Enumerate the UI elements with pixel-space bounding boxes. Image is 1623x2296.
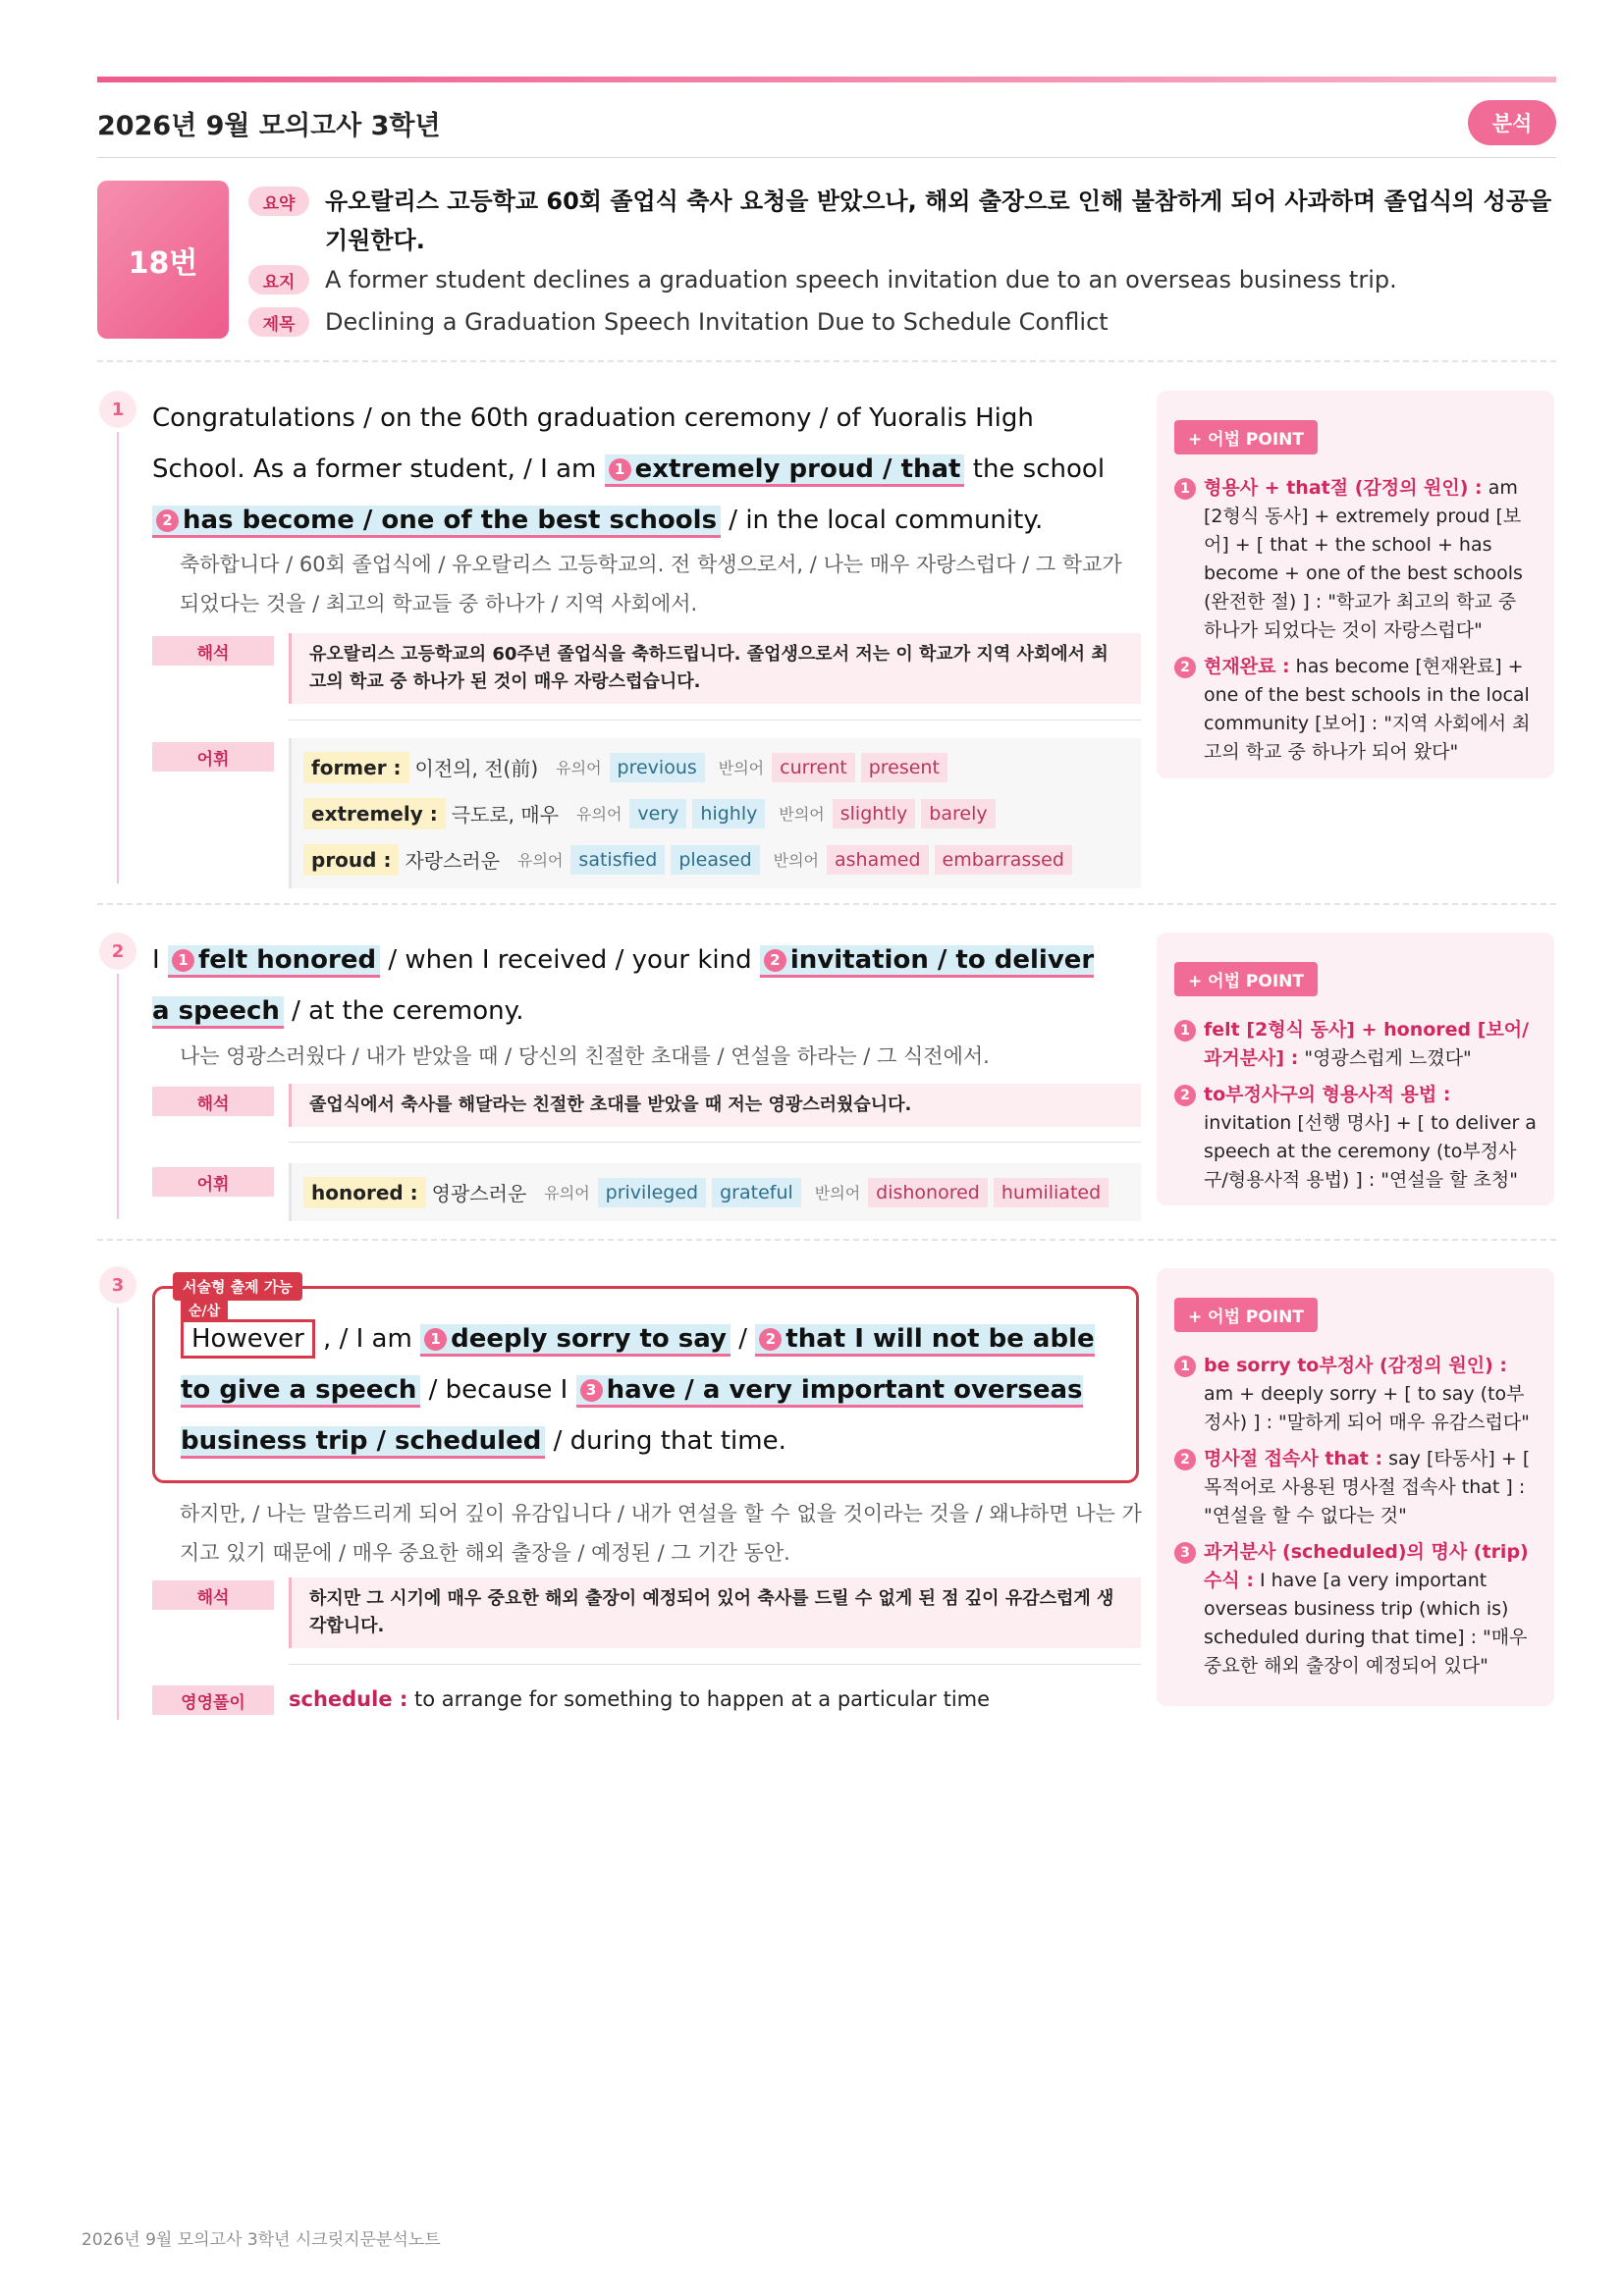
- grammar-point-item: [1174, 1352, 1537, 1437]
- synonym: highly: [692, 799, 765, 828]
- grammar-point-item: [1174, 1445, 1537, 1530]
- synonym: grateful: [712, 1178, 801, 1207]
- grammar-point-key: 현재완료 :: [1204, 656, 1290, 677]
- antonym: barely: [921, 799, 995, 828]
- circle-number-2: 2: [1174, 1449, 1196, 1470]
- translation-label: 해석: [152, 1580, 274, 1610]
- grammar-point-text: "영광스럽게 느꼈다": [1298, 1047, 1472, 1069]
- sentence-english: [152, 393, 1119, 546]
- page-title: 2026년 9월 모의고사 3학년: [97, 111, 441, 141]
- circle-number-1: 1: [172, 949, 194, 972]
- vocab-label: 어휘: [152, 1167, 274, 1197]
- section-divider: [97, 1239, 1556, 1241]
- circle-number-1: 1: [1174, 1356, 1196, 1377]
- divider: [289, 1142, 1141, 1143]
- highlight-text: has become / one of the best schools: [183, 506, 718, 535]
- section-divider: [97, 360, 1556, 362]
- circle-number-2: 2: [764, 949, 786, 972]
- english-text: / during that time.: [545, 1426, 786, 1456]
- definition-word: schedule :: [289, 1687, 408, 1711]
- sentence-guide-line: [117, 432, 119, 883]
- grammar-point-tag: + 어법 POINT: [1174, 420, 1318, 454]
- translation-box: 졸업식에서 축사를 해달라는 친절한 초대를 받았을 때 저는 영광스러웠습니다.: [289, 1084, 1141, 1127]
- vocab-row: [303, 836, 1129, 882]
- vocab-box: [289, 738, 1141, 888]
- vocab-label: 어휘: [152, 742, 274, 772]
- summary-text: 유오랄리스 고등학교 60회 졸업식 축사 요청을 받았으나, 해외 출장으로 인해 불참하게 되어 사과하며 졸업식의 성공을 기원한다.: [325, 187, 1552, 254]
- sentence-guide-line: [117, 974, 119, 1219]
- sentence-number: 3: [99, 1266, 136, 1304]
- sentence-english: [181, 1313, 1123, 1467]
- vocab-row: [303, 790, 1129, 836]
- english-text: / in the local community.: [721, 506, 1044, 535]
- antonym-label: 반의어: [814, 1184, 861, 1202]
- highlight-text: have / a very important overseas business trip / scheduled: [181, 1375, 1083, 1456]
- english-text: Congratulations / on the 60th graduation ceremony / of Yuoralis High School. As a former student, / I am: [152, 403, 1034, 484]
- divider: [289, 720, 1141, 721]
- antonym: ashamed: [827, 845, 929, 875]
- vocab-word: honored :: [303, 1177, 426, 1208]
- sentence-korean-gloss: 하지만, / 나는 말씀드리게 되어 깊이 유감입니다 / 내가 연설을 할 수 없을 것이라는 것을 / 왜냐하면 나는 가지고 있기 때문에 / 매우 중요한 해외 출장을 / 예정된 / 그 기간 동안.: [180, 1502, 1142, 1565]
- grammar-point-item: [1174, 474, 1537, 645]
- grammar-point-key: 명사절 접속사 that :: [1204, 1448, 1383, 1469]
- summary-tag: 요약: [248, 187, 309, 216]
- highlight-text: deeply sorry to say: [451, 1324, 727, 1354]
- synonym-label: 유의어: [517, 851, 564, 870]
- vocab-box: [289, 1163, 1141, 1221]
- circle-number-2: 2: [1174, 657, 1196, 678]
- grammar-point-tag: + 어법 POINT: [1174, 1298, 1318, 1332]
- synonym: satisfied: [570, 845, 665, 875]
- vocab-row: [303, 1169, 1129, 1215]
- grammar-point-key: be sorry to부정사 (감정의 원인) :: [1204, 1355, 1507, 1376]
- grammar-point-text: invitation [선행 명사] + [ to deliver a speech at the ceremony (to부정사구/형용사적 용법) ] : "연설을 할 초청": [1204, 1112, 1537, 1191]
- vocab-row: [303, 744, 1129, 790]
- highlight-phrase: [168, 945, 380, 978]
- sentence-korean-gloss: 축하합니다 / 60회 졸업식에 / 유오랄리스 고등학교의. 전 학생으로서, / 나는 매우 자랑스럽다 / 그 학교가 되었다는 것을 / 최고의 학교들 중 하나가 / 지역 사회에서.: [180, 553, 1122, 615]
- gist-row: [248, 265, 1397, 299]
- grammar-point-box: [1157, 1268, 1554, 1706]
- divider: [289, 1664, 1141, 1665]
- top-accent-bar: [97, 77, 1556, 82]
- synonym-label: 유의어: [544, 1184, 590, 1202]
- definition-body: to arrange for something to happen at a particular time: [407, 1687, 991, 1711]
- highlight-phrase: [605, 454, 965, 487]
- circle-number-3: 3: [580, 1379, 603, 1402]
- translation-box: 유오랄리스 고등학교의 60주년 졸업식을 축하드립니다. 졸업생으로서 저는 이 학교가 지역 사회에서 최고의 학교 중 하나가 된 것이 매우 자랑스럽습니다.: [289, 633, 1141, 704]
- vocab-word: extremely :: [303, 798, 446, 829]
- highlight-phrase: [420, 1324, 730, 1357]
- grammar-point-item: [1174, 1081, 1537, 1195]
- translation-box: 하지만 그 시기에 매우 중요한 해외 출장이 예정되어 있어 축사를 드릴 수 없게 된 점 깊이 유감스럽게 생각합니다.: [289, 1577, 1141, 1648]
- english-text: , / I am: [314, 1324, 421, 1354]
- circle-number-3: 3: [1174, 1542, 1196, 1564]
- translation-label: 해석: [152, 636, 274, 666]
- grammar-point-item: [1174, 1016, 1537, 1073]
- vocab-meaning: 극도로, 매우: [451, 803, 560, 827]
- page-footer: 2026년 9월 모의고사 3학년 시크릿지문분석노트: [81, 2230, 441, 2250]
- grammar-point-text: has become [현재완료] + one of the best schools in the local community [보어] : "지역 사회에서 최고의 학교 중 하나가 되어 왔다": [1204, 656, 1531, 763]
- circle-number-2: 2: [759, 1328, 782, 1351]
- summary-row: [248, 187, 1572, 260]
- circle-number-1: 1: [609, 458, 631, 481]
- antonym: dishonored: [868, 1178, 988, 1207]
- grammar-point-text: am [2형식 동사] + extremely proud [보어] + [ that + the school + has become + one of the best schools (완전한 절) ] : "학교가 최고의 학교 중 하나가 되었다는 것이 자랑스럽다": [1204, 477, 1523, 641]
- order-insert-tag: 순/삽: [181, 1299, 228, 1322]
- english-text: /: [730, 1324, 756, 1354]
- circle-number-1: 1: [1174, 1020, 1196, 1041]
- english-text: / because I: [420, 1375, 576, 1405]
- essay-tag: 서술형 출제 가능: [173, 1272, 302, 1301]
- antonym: current: [772, 753, 855, 782]
- circle-number-1: 1: [1174, 478, 1196, 500]
- question-number: 18번: [97, 181, 229, 339]
- title-divider: [97, 157, 1556, 158]
- grammar-point-item: [1174, 653, 1537, 767]
- grammar-point-tag: + 어법 POINT: [1174, 962, 1318, 996]
- title-row: [248, 307, 1109, 342]
- highlight-phrase: [152, 506, 721, 538]
- antonym: humiliated: [994, 1178, 1109, 1207]
- grammar-point-text: am + deeply sorry + [ to say (to부정사) ] : "말하게 되어 매우 유감스럽다": [1204, 1383, 1530, 1433]
- analysis-badge[interactable]: 분석: [1468, 100, 1556, 145]
- synonym-label: 유의어: [556, 759, 602, 777]
- highlight-text: invitation / to deliver a speech: [152, 945, 1095, 1026]
- grammar-point-item: [1174, 1538, 1537, 1681]
- grammar-point-text: say [타동사] + [ 목적어로 사용된 명사절 접속사 that ] : "연설을 할 수 없다는 것": [1204, 1448, 1531, 1526]
- antonym-label: 반의어: [773, 851, 820, 870]
- translation-label: 해석: [152, 1087, 274, 1116]
- synonym: very: [629, 799, 686, 828]
- vocab-word: former :: [303, 752, 409, 783]
- highlight-text: extremely proud / that: [634, 454, 961, 484]
- synonym: previous: [610, 753, 705, 782]
- gist-tag: 요지: [248, 265, 309, 294]
- definition-text: [289, 1687, 990, 1711]
- antonym: embarrassed: [935, 845, 1072, 875]
- grammar-point-box: [1157, 933, 1554, 1205]
- antonym-label: 반의어: [779, 805, 825, 824]
- sentence-guide-line: [117, 1308, 119, 1720]
- vocab-meaning: 자랑스러운: [405, 849, 501, 873]
- english-text: / when I received / your kind: [380, 945, 760, 975]
- circle-number-2: 2: [156, 509, 179, 532]
- sentence-korean-gloss: 나는 영광스러웠다 / 내가 받았을 때 / 당신의 친절한 초대를 / 연설을 하라는 / 그 식전에서.: [180, 1044, 990, 1068]
- synonym-label: 유의어: [576, 805, 622, 824]
- circle-number-1: 1: [424, 1328, 447, 1351]
- highlight-text: that I will not be able to give a speech: [181, 1324, 1095, 1405]
- synonym: pleased: [671, 845, 759, 875]
- synonym: privileged: [598, 1178, 706, 1207]
- grammar-point-key: 과거분사 (scheduled)의 명사 (trip) 수식 :: [1204, 1541, 1529, 1591]
- title-text: Declining a Graduation Speech Invitation Due to Schedule Conflict: [325, 308, 1109, 336]
- however-word-box: However: [181, 1319, 315, 1359]
- english-text: / at the ceremony.: [283, 996, 524, 1026]
- english-text: I: [152, 945, 168, 975]
- antonym-label: 반의어: [718, 759, 765, 777]
- grammar-point-key: to부정사구의 형용사적 용법 :: [1204, 1084, 1451, 1105]
- vocab-meaning: 이전의, 전(前): [414, 757, 539, 780]
- grammar-point-key: felt [2형식 동사] + honored [보어/과거분사] :: [1204, 1019, 1530, 1069]
- grammar-point-key: 형용사 + that절 (감정의 원인) :: [1204, 477, 1483, 499]
- grammar-point-box: [1157, 391, 1554, 778]
- vocab-word: proud :: [303, 844, 399, 876]
- definition-label: 영영풀이: [152, 1685, 274, 1715]
- antonym: present: [861, 753, 947, 782]
- title-tag: 제목: [248, 307, 309, 337]
- sentence-number: 2: [99, 933, 136, 970]
- sentence-english: [152, 934, 1119, 1037]
- english-text: the school: [964, 454, 1106, 484]
- grammar-point-text: I have [a very important overseas business trip (which is) scheduled during that time] : "매우 중요한 해외 출장이 예정되어 있다": [1204, 1570, 1528, 1677]
- vocab-meaning: 영광스러운: [431, 1182, 527, 1205]
- gist-text: A former student declines a graduation speech invitation due to an overseas business trip.: [325, 266, 1397, 294]
- antonym: slightly: [833, 799, 916, 828]
- sentence-number: 1: [99, 391, 136, 428]
- circle-number-2: 2: [1174, 1085, 1196, 1106]
- highlight-text: felt honored: [197, 945, 377, 975]
- section-divider: [97, 903, 1556, 905]
